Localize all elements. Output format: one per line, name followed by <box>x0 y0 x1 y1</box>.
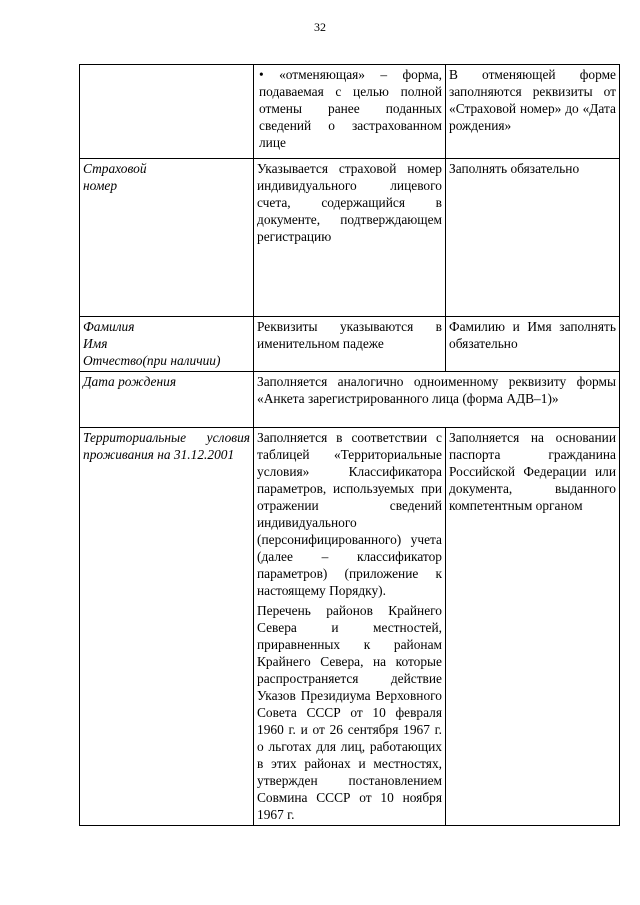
table-row <box>80 65 620 159</box>
field-name-cell <box>80 372 254 428</box>
field-name-line: Имя <box>83 336 108 351</box>
instruction-cell <box>446 159 620 317</box>
requisites-table <box>79 64 620 826</box>
field-name-cell <box>80 428 254 826</box>
table-row <box>80 317 620 372</box>
table-row <box>80 428 620 826</box>
description-paragraph: • «отменяющая» – форма, подаваемая с целью полной отмены ранее поданных сведений о застрахованном лице <box>259 67 442 150</box>
description-paragraph: Перечень районов Крайнего Севера и местностей, приравненных к районам Крайнего Севера, на которые распространяется действие Указов Президиума Верховного Совета СССР от 10 февраля 1960 г. и от 26 сентября 1967 г. о льготах для лиц, работающих в этих районах и местностях, утвержден постановлением Совмина СССР от 10 ноября 1967 г. <box>257 603 442 822</box>
table-row <box>80 159 620 317</box>
description-cell <box>254 428 446 826</box>
field-name-line: Фамилия <box>83 319 135 334</box>
description-paragraph: Заполняется в соответствии с таблицей «Территориальные условия» Классификатора параметров, используемых при отражении сведений индивидуального (персонифицированного) учета (далее – классификатор параметров) (приложение к настоящему Порядку). <box>257 430 442 598</box>
instruction-text: Фамилию и Имя заполнять обязательно <box>449 319 616 351</box>
instruction-text: В отменяющей форме заполняются реквизиты от «Страховой номер» до «Дата рождения» <box>449 67 616 133</box>
description-cell <box>254 159 446 317</box>
description-cell-merged <box>254 372 620 428</box>
field-name-line: номер <box>83 178 118 193</box>
description-cell <box>254 65 446 159</box>
field-name-cell <box>80 317 254 372</box>
instruction-text: Заполнять обязательно <box>449 161 580 176</box>
instruction-cell <box>446 428 620 826</box>
instruction-cell <box>446 317 620 372</box>
field-name-cell <box>80 65 254 159</box>
field-name-cell <box>80 159 254 317</box>
field-name-line: Отчество(при наличии) <box>83 353 221 368</box>
field-name-line: Дата рождения <box>83 374 177 389</box>
table-row <box>80 372 620 428</box>
description-paragraph: Указывается страховой номер индивидуального лицевого счета, содержащийся в документе, подтверждающем регистрацию <box>257 161 442 244</box>
description-cell <box>254 317 446 372</box>
field-name-line: Территориальные условия проживания на 31.12.2001 <box>83 430 250 462</box>
page-number: 32 <box>314 20 326 34</box>
field-name-line: Страховой <box>83 161 147 176</box>
description-paragraph: Реквизиты указываются в именительном падеже <box>257 319 442 351</box>
instruction-text: Заполняется на основании паспорта гражданина Российской Федерации или документа, выданного компетентным органом <box>449 430 616 513</box>
instruction-cell <box>446 65 620 159</box>
description-paragraph: Заполняется аналогично одноименному реквизиту формы «Анкета зарегистрированного лица (форма АДВ–1)» <box>257 374 616 406</box>
